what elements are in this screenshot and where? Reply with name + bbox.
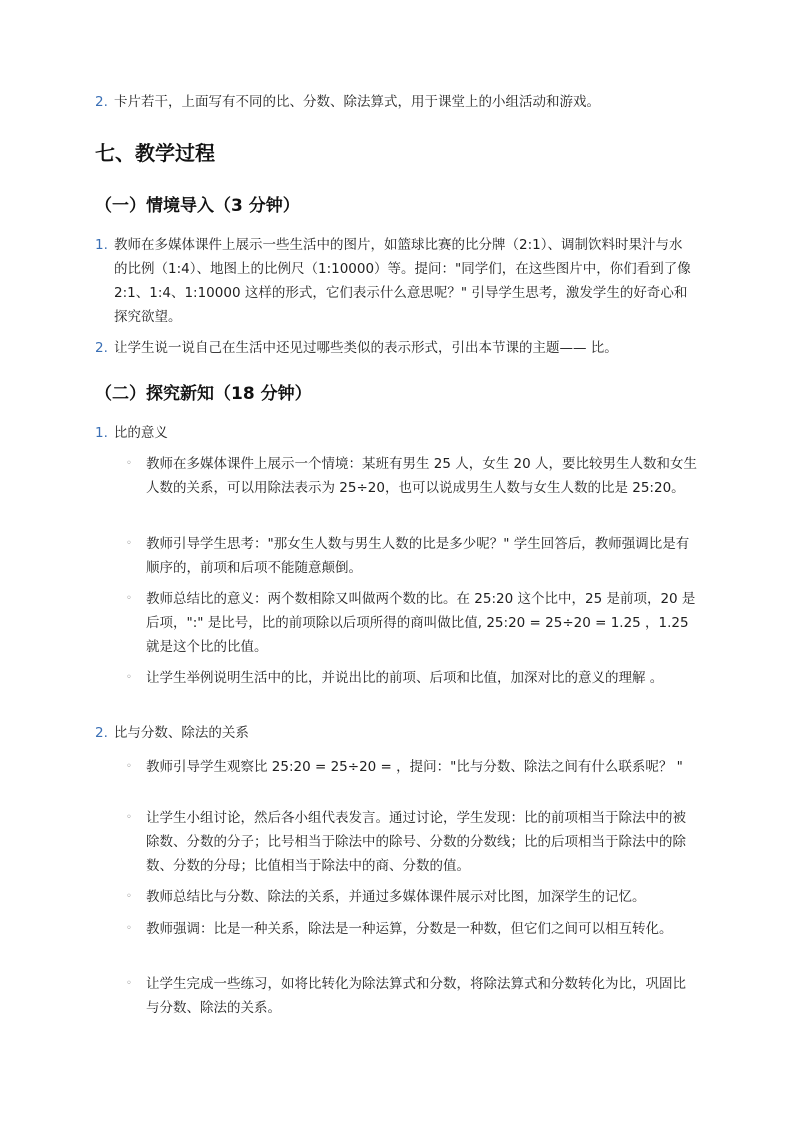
bullet-text: 教师强调：比是一种关系，除法是一种运算，分数是一种数，但它们之间可以相互转化。 [146,921,673,937]
bullet-text: 教师在多媒体课件上展示一个情境：某班有男生 25 人，女生 20 人，要比较男生人数和女生人数的关系，可以用除法表示为 25÷20，也可以说成男生人数与女生人数的比是 25:20。 [146,456,698,496]
list-number: 1. [95,425,108,441]
bullet-item [126,452,698,500]
part1-heading: （一）情境导入（3 分钟） [95,196,300,216]
list-number: 2. [95,725,108,741]
section-heading: 七、教学过程 [95,141,215,165]
list-item-text: 教师在多媒体课件上展示一些生活中的图片，如篮球比赛的比分牌（2:1）、调制饮料时果汁与水的比例（1:4）、地图上的比例尺（1:10000）等。提问："同学们，在这些图片中，你们看到了像 2:1、1:4、1:10000 这样的形式，它们表示什么意思呢？" 引导学生思考，激发学生的好奇心和探究欲望。 [114,237,691,325]
bullet-item [126,532,698,580]
subtopic-meaning [95,421,168,445]
bullet-text: 教师总结比与分数、除法的关系，并通过多媒体课件展示对比图，加深学生的记忆。 [146,889,646,905]
bullet-text: 让学生小组讨论，然后各小组代表发言。通过讨论，学生发现：比的前项相当于除法中的被除数、分数的分子；比号相当于除法中的除号、分数的分数线；比的后项相当于除法中的除数、分数的分母；比值相当于除法中的商、分数的值。 [146,810,686,874]
bullet-marker: ◦ [126,812,132,823]
bullet-item [126,972,698,1020]
bullet-text: 让学生完成一些练习，如将比转化为除法算式和分数，将除法算式和分数转化为比，巩固比与分数、除法的关系。 [146,976,686,1016]
subtopic-relation [95,721,249,745]
bullet-item [126,755,698,779]
bullet-item [126,666,698,690]
bullet-item [126,885,698,909]
list-item [95,233,695,329]
bullet-marker: ◦ [126,978,132,989]
bullet-text: 教师总结比的意义：两个数相除又叫做两个数的比。在 25:20 这个比中，25 是前项，20 是后项，":" 是比号，比的前项除以后项所得的商叫做比值, 25:20 = 25÷20 = 1.25 ，1.25 就是这个比的比值。 [146,591,696,655]
list-item-text: 让学生说一说自己在生活中还见过哪些类似的表示形式，引出本节课的主题—— 比。 [114,340,618,356]
list-item-text: 卡片若干，上面写有不同的比、分数、除法算式，用于课堂上的小组活动和游戏。 [114,94,600,110]
part2-heading: （二）探究新知（18 分钟） [95,384,312,404]
bullet-item [126,587,698,659]
list-number: 2. [95,94,108,110]
subtopic-label: 比与分数、除法的关系 [113,725,249,741]
bullet-item [126,806,698,878]
bullet-marker: ◦ [126,923,132,934]
subtopic-label: 比的意义 [113,425,168,441]
bullet-marker: ◦ [126,593,132,604]
bullet-marker: ◦ [126,891,132,902]
list-number: 1. [95,237,108,253]
list-number: 2. [95,340,108,356]
materials-list-item [95,90,695,114]
bullet-marker: ◦ [126,538,132,549]
bullet-marker: ◦ [126,458,132,469]
bullet-text: 教师引导学生思考："那女生人数与男生人数的比是多少呢？" 学生回答后，教师强调比是有顺序的，前项和后项不能随意颠倒。 [146,536,690,576]
bullet-text: 让学生举例说明生活中的比，并说出比的前项、后项和比值，加深对比的意义的理解 。 [146,670,664,686]
bullet-marker: ◦ [126,672,132,683]
bullet-text: 教师引导学生观察比 25:20 = 25÷20 = ，提问："比与分数、除法之间有什么联系呢？ " [146,759,683,775]
bullet-marker: ◦ [126,761,132,772]
bullet-item [126,917,698,941]
list-item [95,336,695,360]
